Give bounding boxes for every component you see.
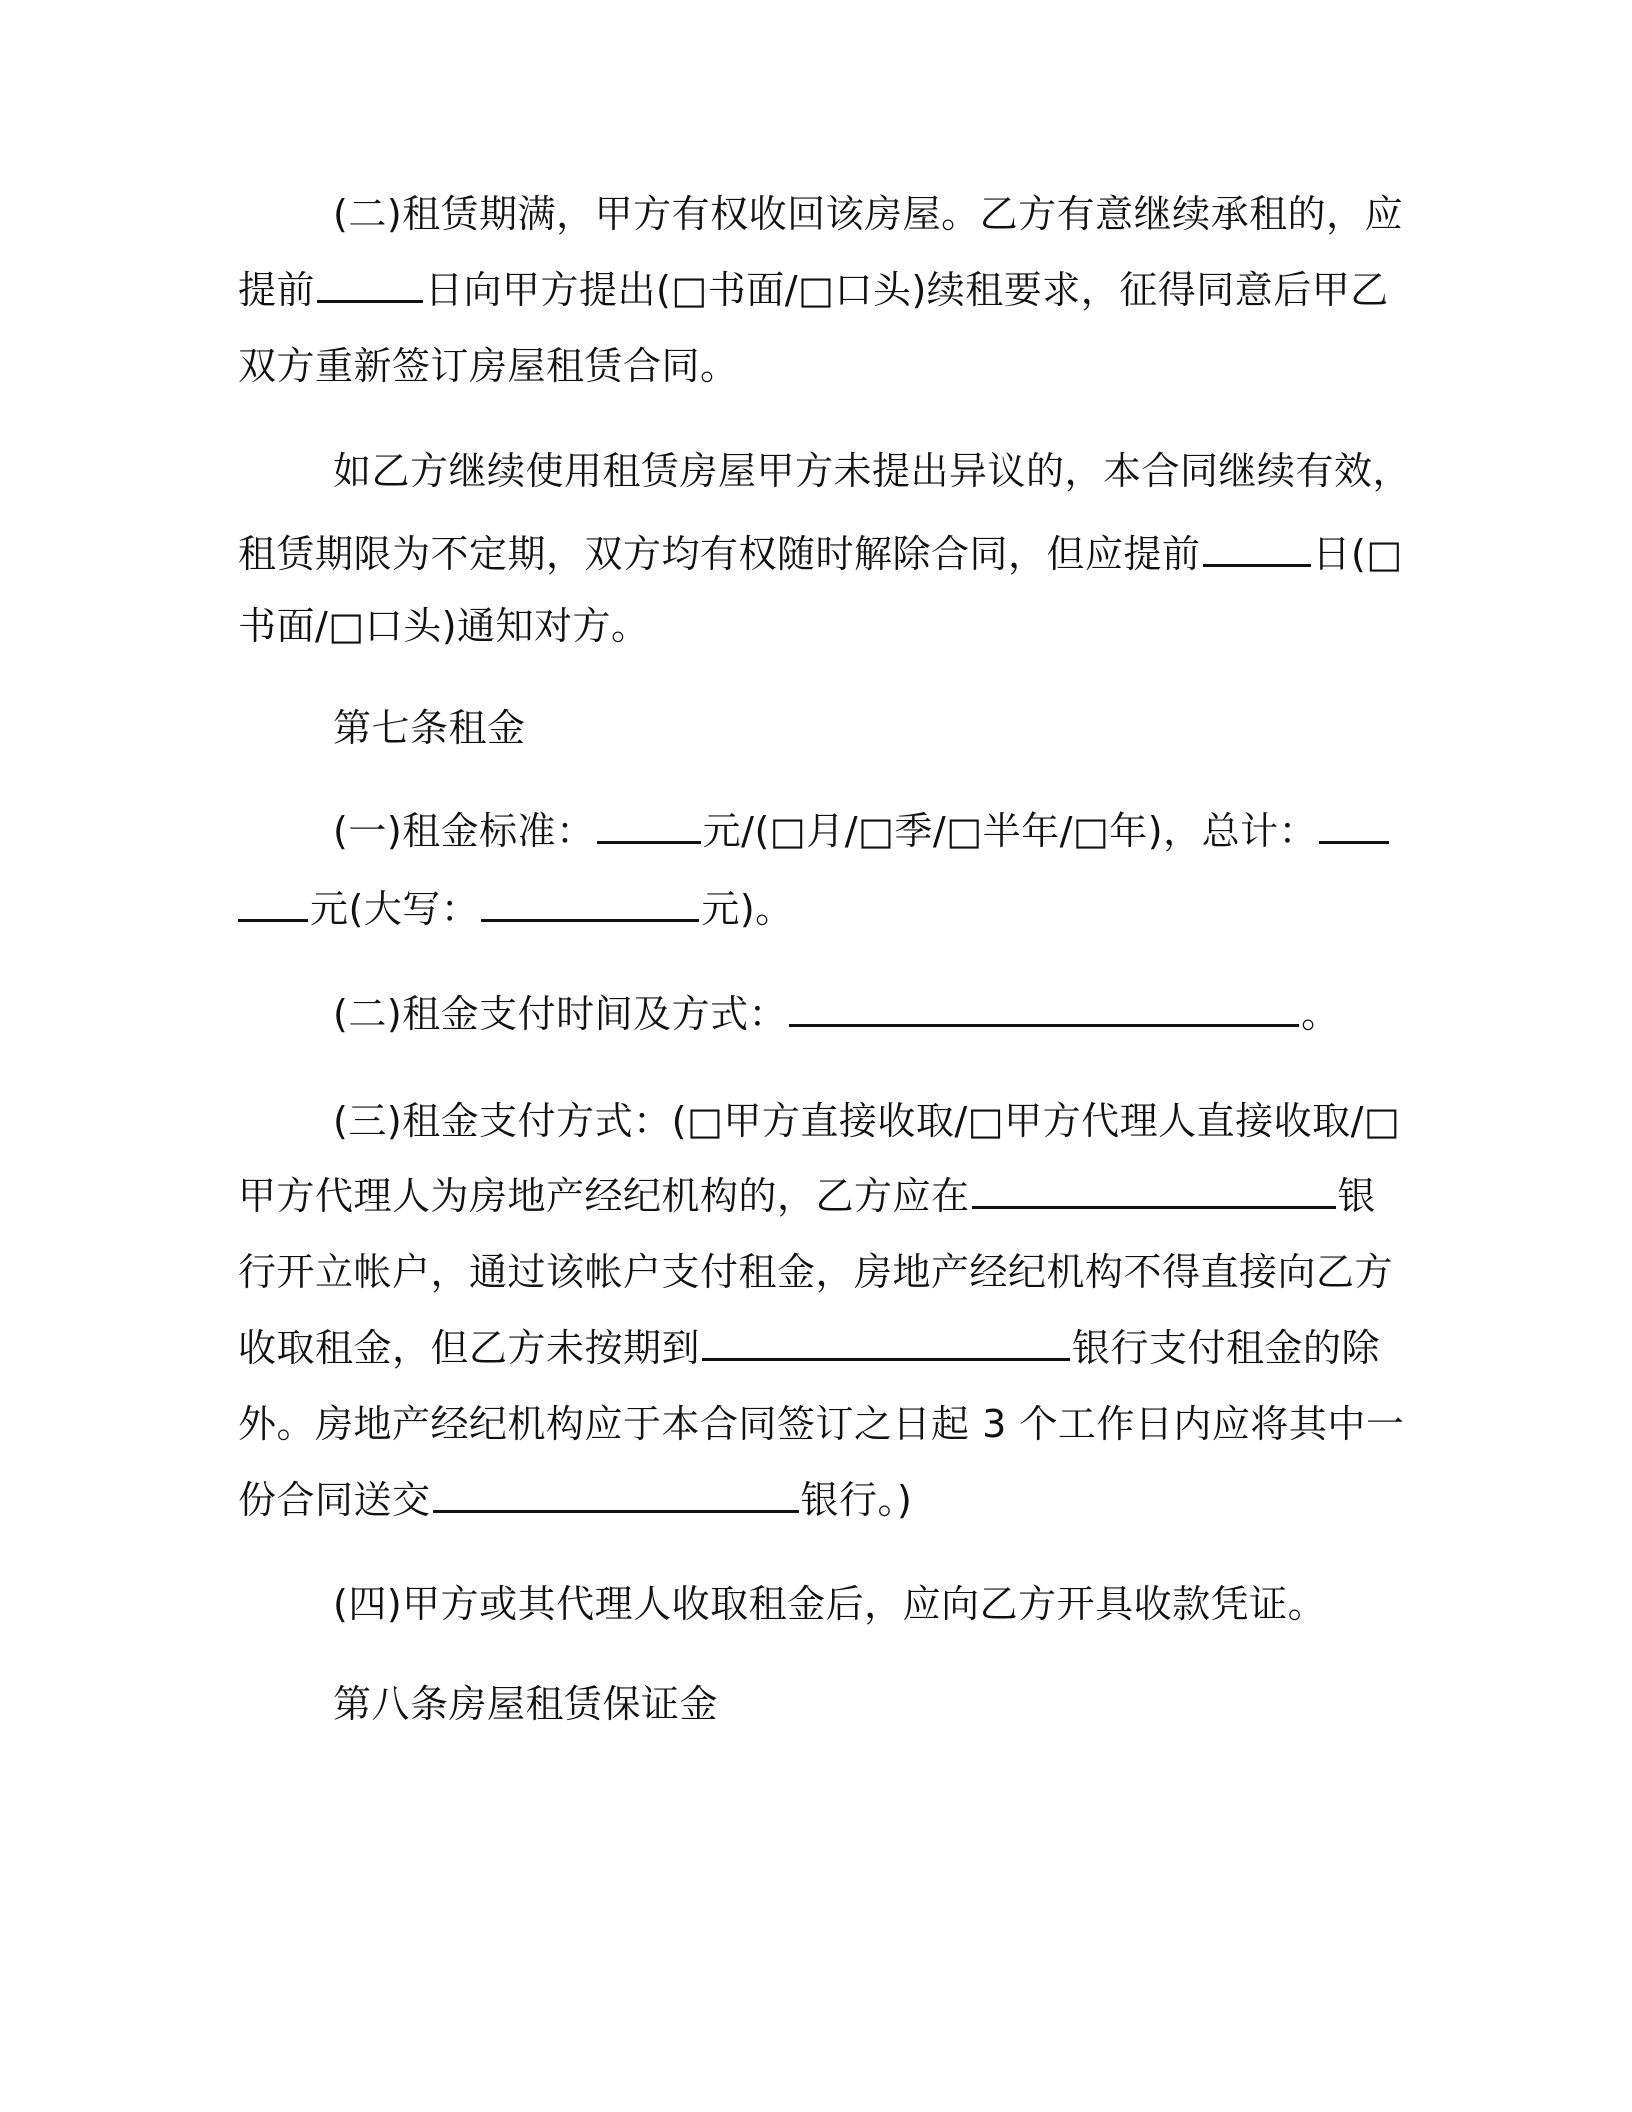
text-line (238, 885, 794, 933)
fill-blank[interactable] (597, 807, 701, 844)
text-line (333, 1580, 1326, 1628)
text-line (238, 1400, 1404, 1448)
text: 第八条房屋租赁保证金 (333, 1682, 719, 1726)
text: 外。房地产经纪机构应于本合同签订之日起 3 个工作日内应将其中一 (238, 1402, 1405, 1446)
text-line (333, 807, 1391, 855)
section-heading (333, 704, 526, 752)
text: (二)租金支付时间及方式： (333, 992, 788, 1036)
text: (二)租赁期满，甲方有权收回该房屋。乙方有意继续承租的，应 (333, 192, 1404, 236)
fill-blank[interactable] (702, 1324, 1070, 1361)
text-line (238, 1324, 1380, 1372)
text-line (333, 190, 1403, 238)
fill-blank[interactable] (481, 885, 699, 922)
text-line (333, 990, 1340, 1038)
text: 银行。) (800, 1478, 913, 1522)
text-line (238, 1172, 1376, 1220)
fill-blank[interactable] (1319, 807, 1389, 844)
fill-blank[interactable] (1203, 530, 1311, 567)
text: 双方重新签订房屋租赁合同。 (238, 344, 739, 388)
text: 日(□ (1312, 532, 1403, 576)
text-line (238, 1248, 1393, 1296)
fill-blank[interactable] (433, 1476, 799, 1513)
text: 书面/□口头)通知对方。 (238, 604, 650, 648)
fill-blank[interactable] (972, 1172, 1336, 1209)
fill-blank[interactable] (789, 990, 1299, 1027)
text: 如乙方继续使用租赁房屋甲方未提出异议的，本合同继续有效， (333, 449, 1412, 493)
text: 银 (1337, 1174, 1377, 1218)
text-line (238, 342, 739, 390)
text: 元)。 (701, 887, 794, 931)
text: 。 (1301, 992, 1340, 1036)
text-line (333, 447, 1411, 495)
text-line (238, 602, 650, 650)
text: 租赁期限为不定期，双方均有权随时解除合同，但应提前 (238, 532, 1201, 576)
section-heading (333, 1680, 718, 1728)
text: 元(大写： (310, 887, 480, 931)
text: (一)租金标准： (333, 809, 595, 853)
fill-blank[interactable] (238, 885, 308, 922)
text: 元/(□月/□季/□半年/□年)，总计： (702, 809, 1318, 853)
text: 日向甲方提出(□书面/□口头)续租要求，征得同意后甲乙 (425, 268, 1389, 312)
text-line (238, 530, 1403, 578)
text: (四)甲方或其代理人收取租金后，应向乙方开具收款凭证。 (333, 1582, 1327, 1626)
text: 提前 (238, 268, 316, 312)
text-line (238, 266, 1389, 314)
text: 第七条租金 (333, 706, 526, 750)
text: 收取租金，但乙方未按期到 (238, 1326, 701, 1370)
text-line (333, 1097, 1400, 1145)
text: 行开立帐户，通过该帐户支付租金，房地产经纪机构不得直接向乙方 (238, 1250, 1394, 1294)
text: 份合同送交 (238, 1478, 431, 1522)
text-line (238, 1476, 912, 1524)
text: 甲方代理人为房地产经纪机构的，乙方应在 (238, 1174, 970, 1218)
text: 银行支付租金的除 (1072, 1326, 1381, 1370)
fill-blank[interactable] (317, 266, 423, 303)
text: (三)租金支付方式：(□甲方直接收取/□甲方代理人直接收取/□ (333, 1099, 1401, 1143)
